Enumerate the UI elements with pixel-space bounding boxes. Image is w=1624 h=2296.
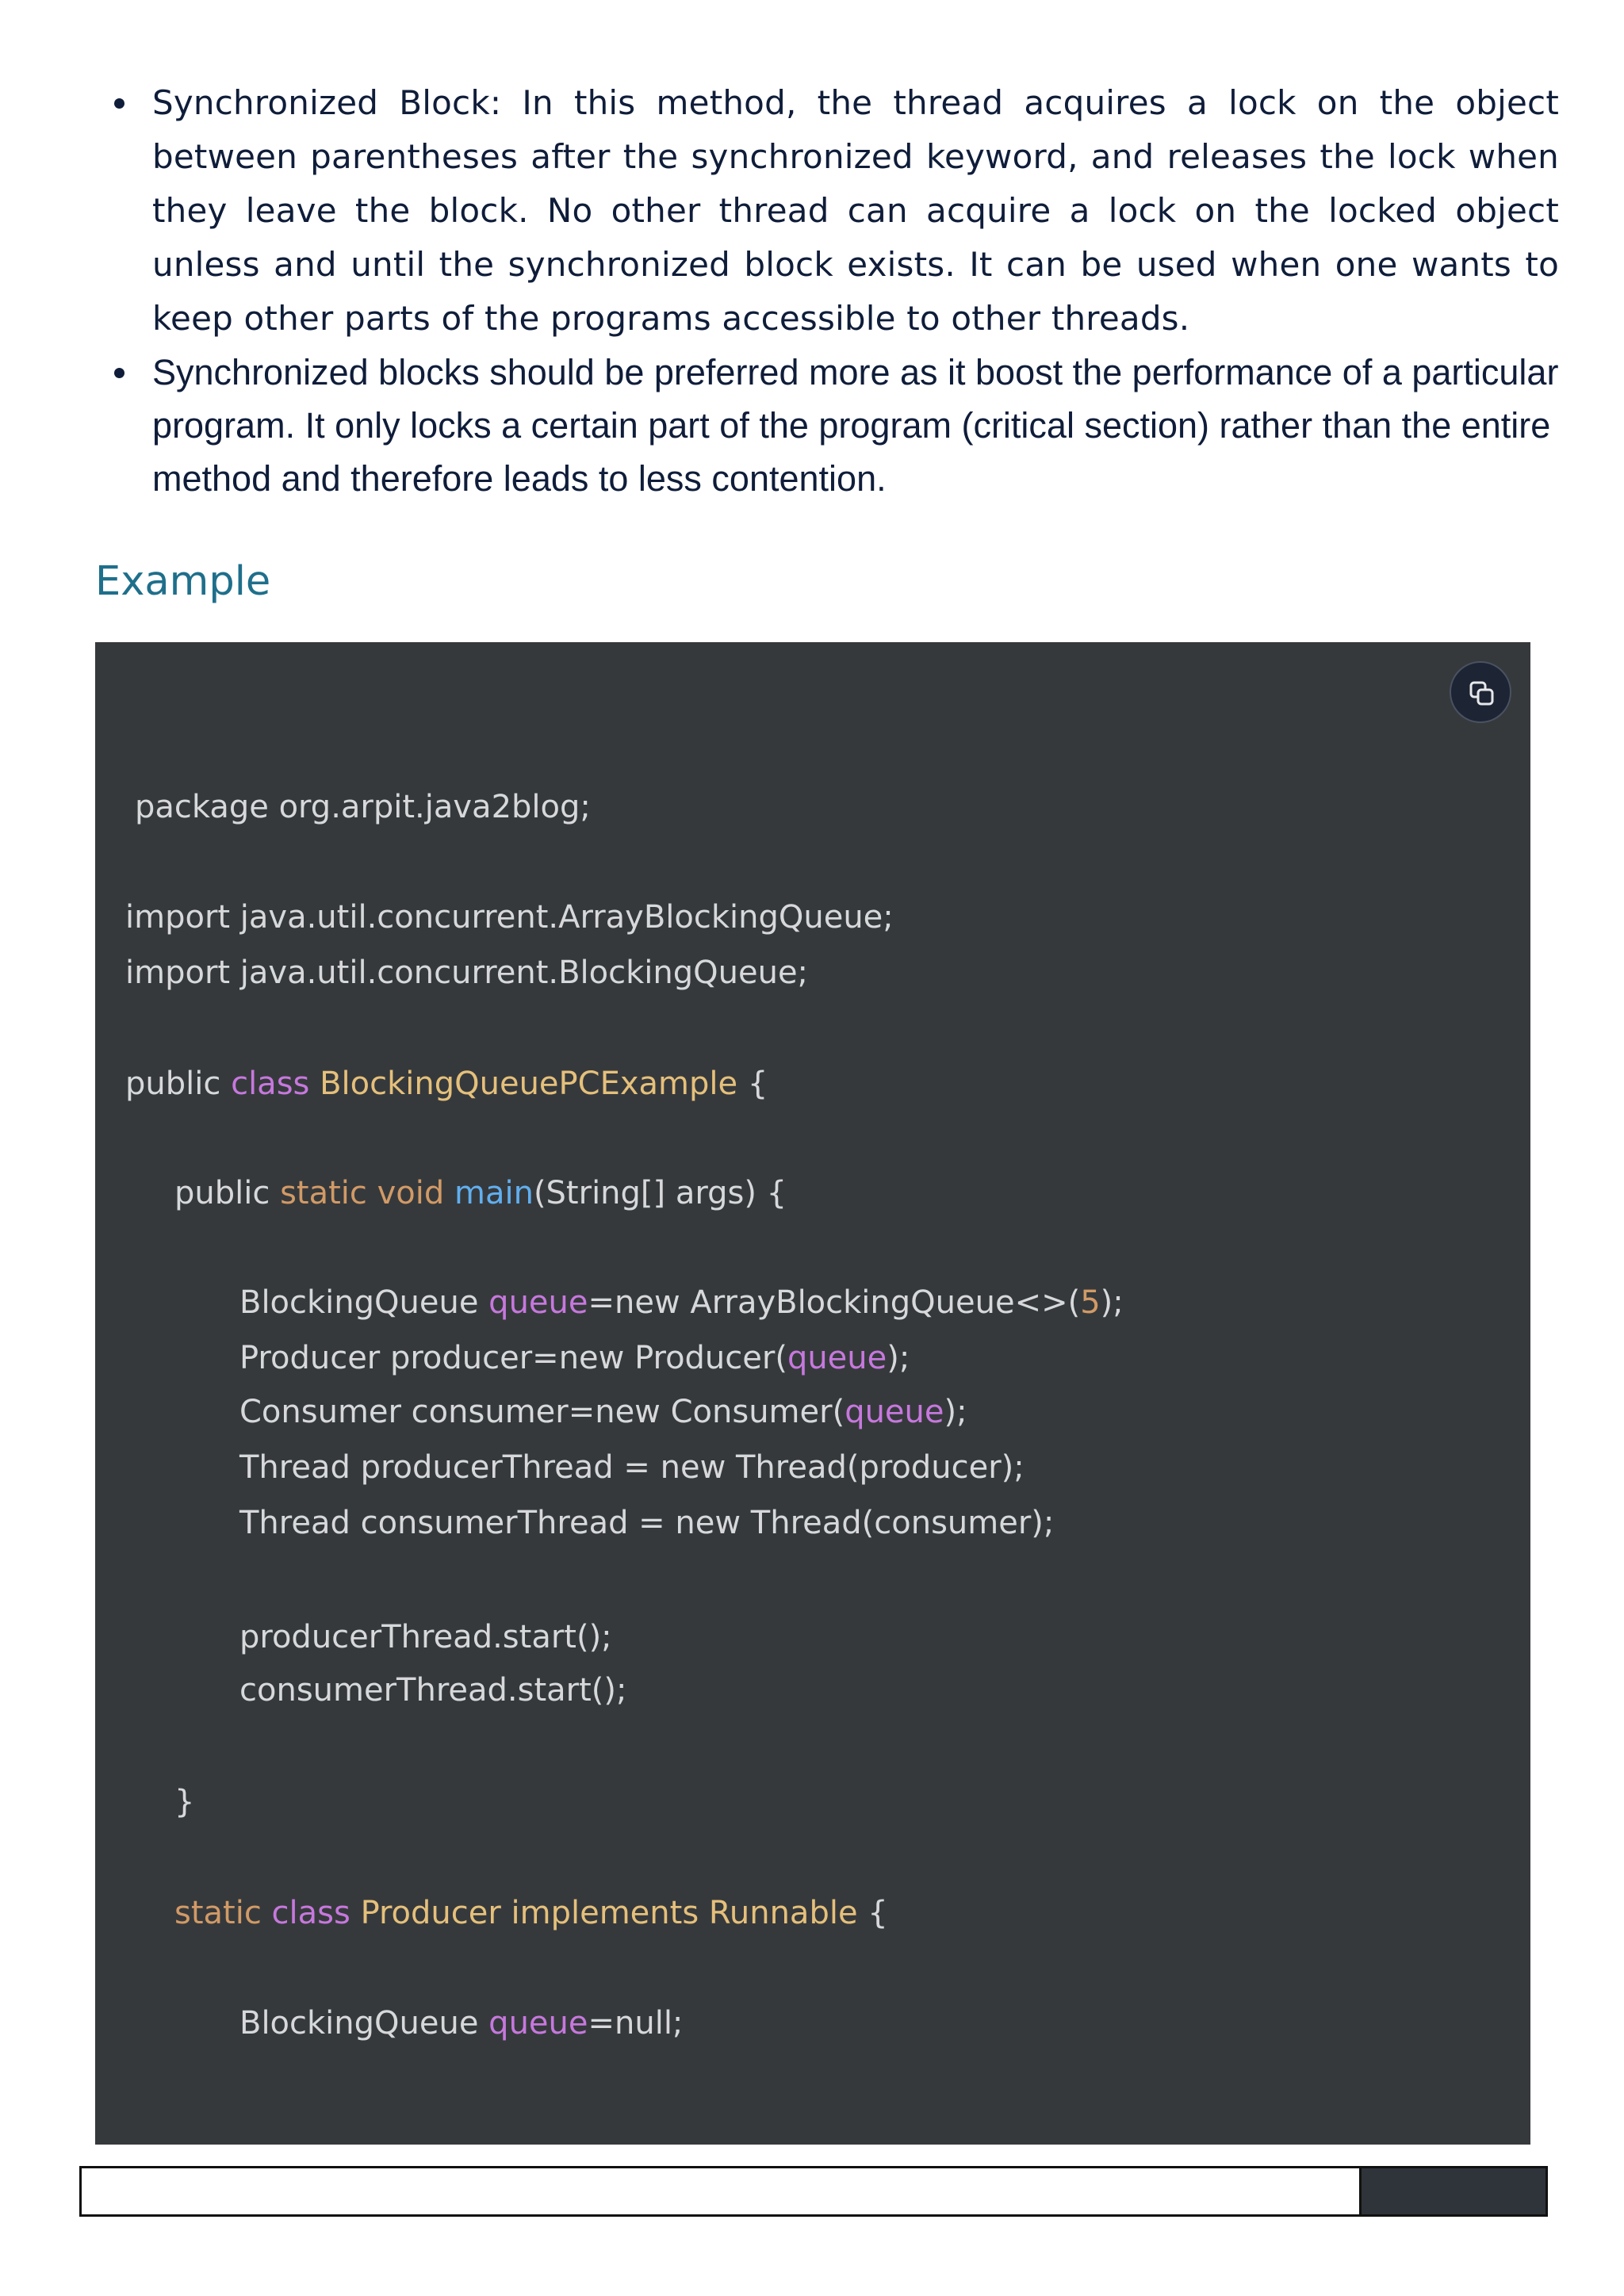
code-token: Consumer consumer=new Consumer( — [239, 1394, 845, 1430]
code-token: BlockingQueue — [239, 1284, 489, 1321]
code-token: queue — [488, 1284, 588, 1321]
code-line: producerThread.start(); — [239, 1619, 612, 1655]
code-token: BlockingQueue — [239, 2005, 489, 2042]
code-token: ); — [1100, 1284, 1124, 1321]
code-block — [95, 642, 1530, 2145]
code-line: package org.arpit.java2blog; — [135, 789, 591, 825]
code-line: import java.util.concurrent.ArrayBlockingQueue; — [125, 899, 894, 936]
code-token: ); — [944, 1394, 967, 1430]
code-token: 5 — [1080, 1284, 1101, 1321]
section-heading: Example — [95, 558, 271, 605]
code-line — [174, 1893, 888, 1933]
code-token: =null; — [588, 2005, 684, 2042]
footer-button[interactable] — [1362, 2166, 1548, 2217]
code-line: } — [174, 1784, 195, 1820]
code-token: public — [125, 1066, 232, 1102]
code-token: main — [454, 1175, 534, 1211]
bullet-text: Synchronized blocks should be preferred more as it boost the performance of a particular program. It only locks a certain part of the program (critical section) rather than the entire method and therefore leads to less contention. — [152, 352, 1559, 499]
code-token: Producer implements Runnable — [360, 1895, 858, 1931]
code-token: queue — [845, 1394, 944, 1430]
bullet-text: Synchronized Block: In this method, the thread acquires a lock on the object between parentheses after the synchronized keyword, and releases the lock when they leave the block. No other thread can acquire a lock on the locked object unless and until the synchronized block exists. It can be used when one wants to keep other parts of the programs accessible to other threads. — [152, 83, 1559, 338]
code-token: BlockingQueuePCExample — [320, 1066, 738, 1102]
code-line: Thread producerThread = new Thread(producer); — [239, 1449, 1025, 1486]
code-token: =new ArrayBlockingQueue<>( — [588, 1284, 1081, 1321]
code-line — [174, 1173, 787, 1213]
code-token: Producer producer=new Producer( — [239, 1340, 787, 1376]
code-token: static void — [280, 1175, 454, 1211]
bullet-item — [95, 346, 1559, 505]
code-line — [125, 1064, 768, 1104]
code-line — [239, 1283, 1124, 1322]
code-token: static — [174, 1895, 272, 1931]
code-token: class — [231, 1066, 320, 1102]
bullet-item — [95, 76, 1559, 346]
bullet-list — [95, 76, 1559, 505]
footer-bar — [79, 2166, 1548, 2217]
code-token: queue — [488, 2005, 588, 2042]
code-line: import java.util.concurrent.BlockingQueue; — [125, 955, 809, 991]
code-token: { — [857, 1895, 888, 1931]
code-line — [239, 1338, 910, 1378]
bullet-dot — [114, 98, 124, 109]
code-line: Thread consumerThread = new Thread(consumer); — [239, 1505, 1055, 1541]
code-line — [239, 2003, 683, 2043]
code-token: queue — [787, 1340, 887, 1376]
code-token: { — [737, 1066, 768, 1102]
code-line — [239, 1392, 967, 1432]
bullet-dot — [114, 368, 124, 378]
code-token: ); — [887, 1340, 910, 1376]
code-token: public — [174, 1175, 281, 1211]
footer-input[interactable] — [79, 2166, 1362, 2217]
code-token: class — [271, 1895, 361, 1931]
code-content — [95, 642, 1530, 2145]
code-line: consumerThread.start(); — [239, 1672, 627, 1709]
code-token: (String[] args) { — [533, 1175, 787, 1211]
